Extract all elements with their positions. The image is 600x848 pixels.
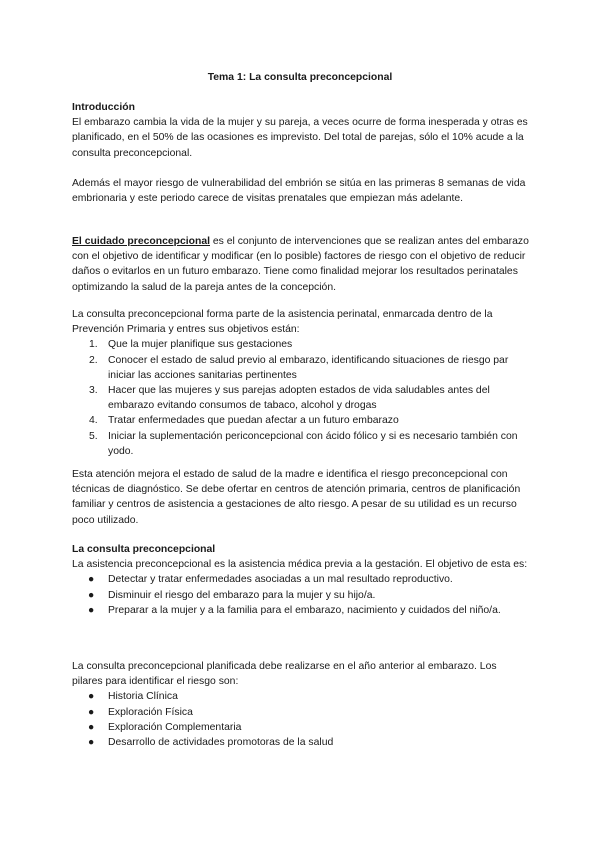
objective-item xyxy=(72,353,530,383)
objective-text: Hacer que las mujeres y sus parejas adopten estados de vida saludables antes del embarazo evitando consumos de tabaco, alcohol y drogas xyxy=(108,385,490,412)
intro-paragraph-4: La consulta preconcepcional forma parte de la asistencia perinatal, enmarcada dentro de la Prevención Primaria y entres sus objetivos están: xyxy=(72,309,493,336)
bullet-icon: ● xyxy=(88,574,95,586)
objective-number: 1. xyxy=(89,339,98,351)
cuidado-preconcepcional-term: El cuidado preconcepcional xyxy=(72,236,210,247)
objectives-section xyxy=(72,307,530,459)
consulta-paragraph-1: La asistencia preconcepcional es la asistencia médica previa a la gestación. El objetivo de esta es: xyxy=(72,559,528,571)
objective-text: Que la mujer planifique sus gestaciones xyxy=(108,339,293,351)
goal-item xyxy=(72,572,530,587)
goal-text: Detectar y tratar enfermedades asociadas a un mal resultado reproductivo. xyxy=(108,574,453,586)
intro-paragraph-3-text: es el conjunto de intervenciones que se realizan antes del embarazo con el objetivo de identificar y modificar (en lo posible) factores de riesgo con el objetivo de reducir daños o evitarlos en un futuro embarazo. Tiene como finalidad mejorar los resultados perinatales optimizando la salud de la pareja antes de la concepción. xyxy=(72,236,529,293)
intro-paragraph-3 xyxy=(72,234,530,295)
bullet-icon: ● xyxy=(88,589,95,601)
goals-list xyxy=(72,572,530,618)
consulta-section xyxy=(72,542,530,618)
intro-paragraph-2: Además el mayor riesgo de vulnerabilidad del embrión se sitúa en las primeras 8 semanas de vida embrionaria y este periodo carece de visitas prenatales que empiezan más adelante. xyxy=(72,178,526,205)
pillar-text: Exploración Complementaria xyxy=(108,721,242,733)
objective-item xyxy=(72,337,530,352)
goal-text: Preparar a la mujer y a la familia para el embarazo, nacimiento y cuidados del niño/a. xyxy=(108,604,501,616)
objective-text: Iniciar la suplementación periconcepcional con ácido fólico y si es necesario también con yodo. xyxy=(108,430,518,457)
objective-item xyxy=(72,383,530,413)
consulta-paragraph-2: La consulta preconcepcional planificada debe realizarse en el año anterior al embarazo. Los pilares para identificar el riesgo son: xyxy=(72,661,497,688)
bullet-icon: ● xyxy=(88,721,95,733)
goal-item xyxy=(72,588,530,603)
objective-number: 5. xyxy=(89,430,98,442)
bullet-icon: ● xyxy=(88,737,95,749)
bullet-icon: ● xyxy=(88,706,95,718)
intro-paragraph-5: Esta atención mejora el estado de salud de la madre e identifica el riesgo preconcepcional con técnicas de diagnóstico. Se debe ofertar en centros de atención primaria, centros de planificación familiar y centros de asistencia a gestaciones de alto riesgo. A pesar de su utilidad es un recurso poco utilizado. xyxy=(72,469,521,526)
intro-heading: Introducción xyxy=(72,102,135,113)
consulta-heading: La consulta preconcepcional xyxy=(72,544,216,555)
objective-item xyxy=(72,413,530,428)
pillar-item xyxy=(72,720,530,735)
pillar-text: Historia Clínica xyxy=(108,691,178,703)
pillar-item xyxy=(72,689,530,704)
objective-text: Tratar enfermedades que puedan afectar a un futuro embarazo xyxy=(108,415,399,427)
document-title: Tema 1: La consulta preconcepcional xyxy=(207,72,393,83)
objective-number: 4. xyxy=(89,415,98,427)
pillar-text: Exploración Física xyxy=(108,706,193,718)
pillar-text: Desarrollo de actividades promotoras de la salud xyxy=(108,737,334,749)
pillars-list xyxy=(72,689,530,750)
objective-number: 3. xyxy=(89,385,98,397)
intro-paragraph-1: El embarazo cambia la vida de la mujer y su pareja, a veces ocurre de forma inesperada y otras es planificado, en el 50% de las ocasiones es imprevisto. Del total de parejas, sólo el 10% acude a la consulta preconcepcional. xyxy=(72,117,528,159)
pillar-item xyxy=(72,735,530,750)
pillar-item xyxy=(72,705,530,720)
bullet-icon: ● xyxy=(88,604,95,616)
objective-item xyxy=(72,429,530,459)
objective-text: Conocer el estado de salud previo al embarazo, identificando situaciones de riesgo par iniciar las acciones sanitarias pertinentes xyxy=(108,354,509,381)
objective-number: 2. xyxy=(89,354,98,366)
bullet-icon: ● xyxy=(88,691,95,703)
intro-section xyxy=(72,100,530,161)
objectives-list xyxy=(72,337,530,459)
goal-item xyxy=(72,603,530,618)
goal-text: Disminuir el riesgo del embarazo para la mujer y su hijo/a. xyxy=(108,589,376,601)
pillars-section xyxy=(72,659,530,750)
